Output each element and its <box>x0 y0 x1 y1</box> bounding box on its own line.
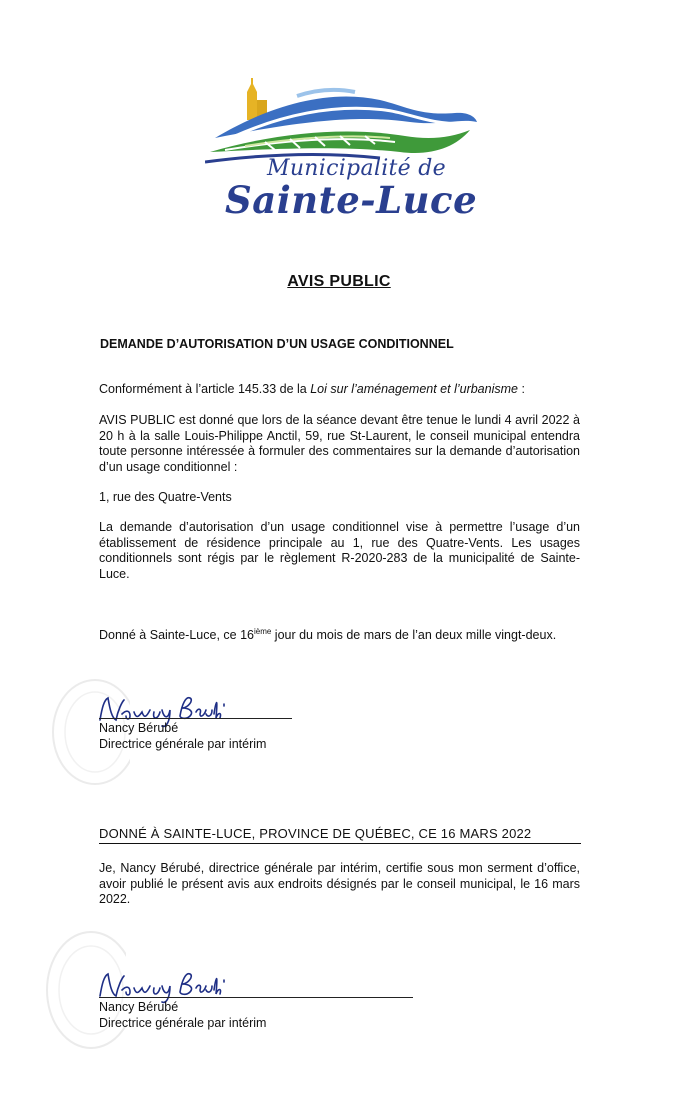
notice-paragraph-1: AVIS PUBLIC est donné que lors de la séance devant être tenue le lundi 4 avril 2022 à 20 h à la salle Louis-Philippe Anctil, 59, rue St-Laurent, le conseil municipal entendra toute personne intéressée à formuler des commentaires sur la demande d’autorisation d’un usage conditionnel : <box>99 413 580 474</box>
certificate-rule <box>99 843 581 844</box>
signature-line-2 <box>99 997 413 998</box>
signatory-title: Directrice générale par intérim <box>99 737 267 751</box>
given-at-paragraph <box>99 628 580 644</box>
certificate-text: Je, Nancy Bérubé, directrice générale par intérim, certifie sous mon serment d’office, avoir publié le présent avis aux endroits désignés par le conseil municipal, le 16 mars 2022. <box>99 861 580 906</box>
certificate-heading: DONNÉ À SAINTE-LUCE, PROVINCE DE QUÉBEC, CE 16 MARS 2022 <box>99 826 532 841</box>
notice-address: 1, rue des Quatre-Vents <box>99 490 232 504</box>
signatory-name: Nancy Bérubé <box>99 721 179 735</box>
law-title: Loi sur l’aménagement et l’urbanisme <box>310 382 518 396</box>
intro-colon: : <box>517 382 525 396</box>
municipality-logo <box>205 78 480 228</box>
signatory-title-2: Directrice générale par intérim <box>99 1016 267 1030</box>
intro-text: Conformément à l’article 145.33 de la <box>99 382 311 396</box>
signature-line <box>99 718 292 719</box>
signatory-name-2: Nancy Bérubé <box>99 1000 179 1014</box>
given-text: Donné à Sainte-Luce, ce 16 <box>99 628 254 642</box>
intro-paragraph <box>99 382 580 398</box>
notice-paragraph-2: La demande d’autorisation d’un usage conditionnel vise à permettre l’usage d’un établissement de résidence principale au 1, rue des Quatre-Vents. Les usages conditionnels sont régis par le règlement R-2020-283 de la municipalité de Sainte-Luce. <box>99 520 580 581</box>
notice-subject: DEMANDE D’AUTORISATION D’UN USAGE CONDITIONNEL <box>100 337 454 351</box>
given-superscript: ième <box>253 626 272 636</box>
logo-text-sainte-luce: Sainte-Luce <box>225 178 478 222</box>
given-text-end: jour du mois de mars de l’an deux mille vingt-deux. <box>271 628 557 642</box>
logo-text-municipalite: Municipalité de <box>267 156 446 181</box>
notice-title: AVIS PUBLIC <box>287 273 391 290</box>
